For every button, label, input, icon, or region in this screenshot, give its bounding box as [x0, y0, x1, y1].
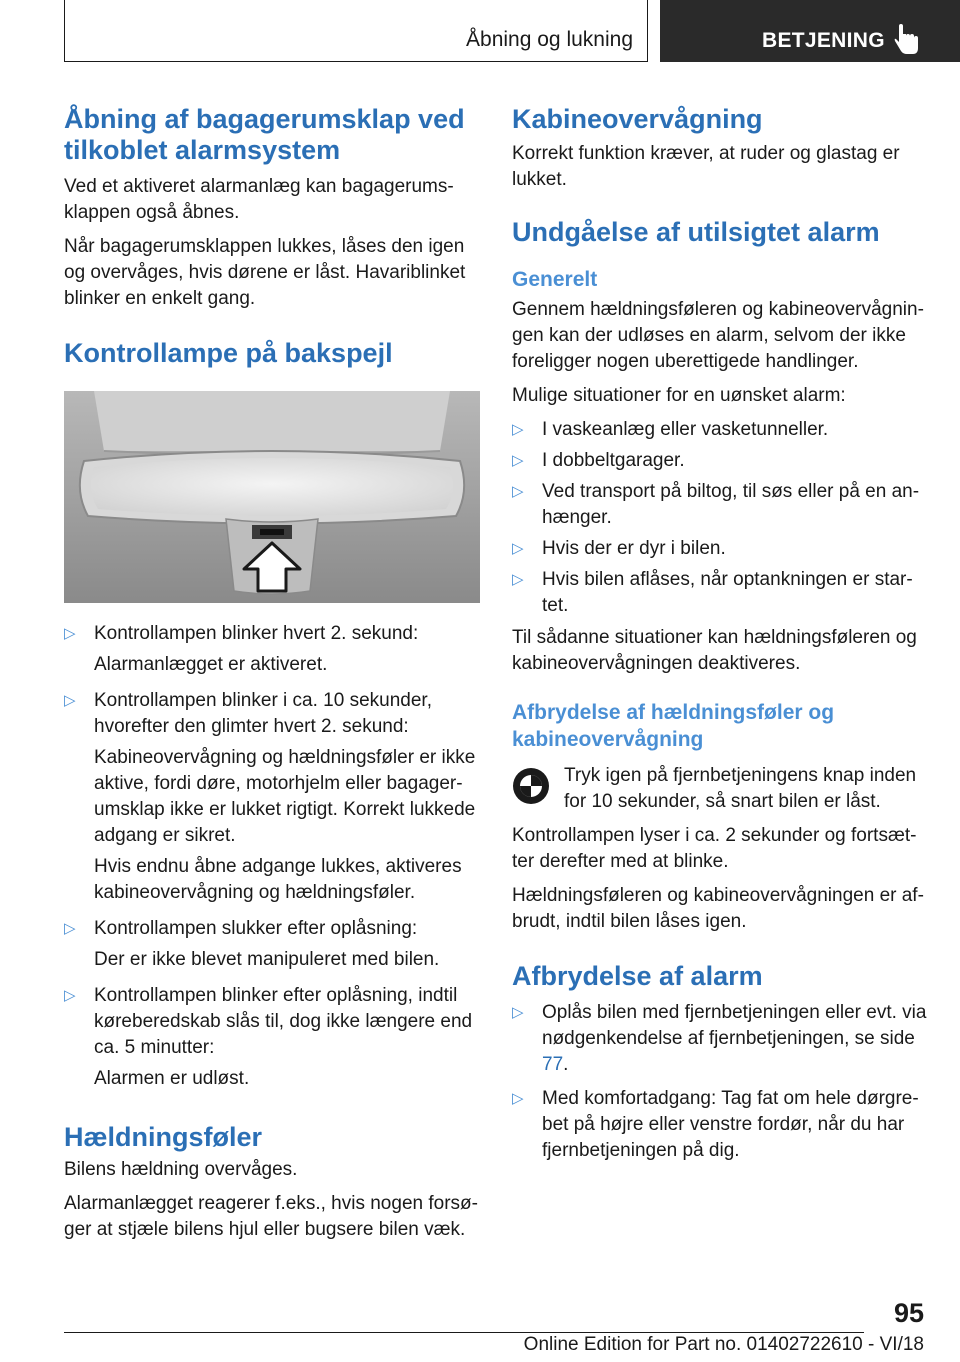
heading-stop-alarm: Afbrydelse af alarm [512, 961, 763, 991]
heading-general: Generelt [512, 268, 598, 291]
list-item-text: Oplås bilen med fjernbetjeningen eller evt. via nødgenkendelse af fjernbetjeningen, se side [542, 1002, 927, 1049]
paragraph: Gennem hældningsføleren og kabineovervågningen kan der udløses en alarm, selvom der ikke foreligger nogen uberettigede handlinger. [512, 299, 924, 372]
paragraph: Når bagagerumsklappen lukkes, låses den igen og overvåges, hvis dørene er låst. Havariblinket blinker en enkelt gang. [64, 236, 466, 309]
heading-disable-monitoring: Afbrydelse af hældningsføler og kabineovervågning [512, 701, 835, 751]
list-item-text: Kontrollampen slukker efter oplåsning: [94, 918, 418, 939]
rearview-mirror-figure [64, 391, 480, 603]
list-item [64, 916, 482, 973]
triangle-bullet-icon: ▷ [512, 1090, 524, 1107]
list-item-detail: Alarmen er udløst. [94, 1068, 250, 1089]
header-section-box [64, 0, 648, 62]
triangle-bullet-icon: ▷ [512, 571, 524, 588]
list-item [512, 1000, 932, 1078]
list-item-text: I vaskeanlæg eller vasketunneller. [542, 419, 829, 440]
list-item [512, 1086, 932, 1164]
header-section-title: Åbning og lukning [466, 28, 633, 51]
list-item [512, 536, 932, 562]
indicator-list [64, 621, 482, 1092]
page-number: 95 [893, 1298, 924, 1328]
stop-alarm-list [512, 1000, 932, 1164]
list-item-text: Kontrollampen blinker efter oplåsning, indtil køreberedskab slås til, dog ikke længere end ca. 5 minutter: [94, 985, 473, 1058]
list-item-text: Ved transport på biltog, til søs eller på en anhænger. [542, 481, 920, 528]
paragraph: Alarmanlægget reagerer f.eks., hvis nogen forsøger at stjæle bilens hjul eller bugsere bilen væk. [64, 1193, 478, 1240]
list-item-detail: Alarmanlægget er aktiveret. [94, 654, 328, 675]
list-item-text: Kontrollampen blinker hvert 2. sekund: [94, 623, 419, 644]
triangle-bullet-icon: ▷ [64, 625, 76, 642]
note-text: Tryk igen på fjernbetjeningens knap inden for 10 sekunder, så snart bilen er låst. [564, 765, 917, 812]
list-item [512, 448, 932, 474]
page-reference-link[interactable]: 77 [542, 1054, 564, 1075]
list-item [64, 983, 482, 1092]
heading-alarm-trunk: Åbning af bagagerumsklap ved tilkoblet alarmsystem [64, 104, 465, 165]
triangle-bullet-icon: ▷ [64, 920, 76, 937]
list-item-text: Med komfortadgang: Tag fat om hele dørgrebet på højre eller venstre fordør, når du har fjernbetjeningen på dig. [542, 1088, 919, 1161]
header-chapter-tab [660, 0, 960, 62]
triangle-bullet-icon: ▷ [64, 987, 76, 1004]
remote-key-note [512, 763, 932, 815]
list-item-detail: Hvis endnu åbne adgange lukkes, aktiveres kabineovervågning og hældningsføler. [94, 856, 462, 903]
header-chapter-title: BETJENING [762, 29, 885, 52]
triangle-bullet-icon: ▷ [512, 540, 524, 557]
list-item [512, 567, 932, 619]
hand-pointer-icon [894, 24, 920, 56]
triangle-bullet-icon: ▷ [512, 483, 524, 500]
bmw-key-icon [512, 767, 550, 805]
paragraph: Til sådanne situationer kan hældningsføleren og kabineovervågningen deaktiveres. [512, 627, 917, 674]
triangle-bullet-icon: ▷ [64, 692, 76, 709]
list-item [64, 621, 482, 678]
triangle-bullet-icon: ▷ [512, 452, 524, 469]
triangle-bullet-icon: ▷ [512, 421, 524, 438]
paragraph: Ved et aktiveret alarmanlæg kan bagagerumsklappen også åbnes. [64, 176, 454, 223]
list-item-detail: Kabineovervågning og hældningsføler er ikke aktive, fordi døre, motorhjelm eller bagagerumsklap ikke er lukket rigtigt. Korrekt lukkede adgang er sikret. [94, 747, 476, 846]
paragraph: Kontrollampen lyser i ca. 2 sekunder og fortsætter derefter med at blinke. [512, 825, 917, 872]
triangle-bullet-icon: ▷ [512, 1004, 524, 1021]
heading-cabin-monitoring: Kabineovervågning [512, 104, 763, 134]
paragraph: Hældningsføleren og kabineovervågningen er afbrudt, indtil bilen låses igen. [512, 885, 924, 932]
paragraph: Mulige situationer for en uønsket alarm: [512, 385, 846, 406]
right-column [512, 100, 932, 1164]
list-item-text: Hvis bilen aflåses, når optankningen er startet. [542, 569, 913, 616]
list-item [512, 417, 932, 443]
footer-divider [64, 1332, 864, 1333]
unwanted-alarm-list [512, 417, 932, 619]
heading-tilt-sensor: Hældningsføler [64, 1122, 263, 1152]
paragraph: Korrekt funktion kræver, at ruder og glastag er lukket. [512, 143, 900, 190]
left-column [64, 100, 482, 1243]
heading-indicator-lamp: Kontrollampe på bakspejl [64, 338, 393, 368]
list-item [64, 688, 482, 906]
list-item-detail: Der er ikke blevet manipuleret med bilen. [94, 949, 440, 970]
list-item-punct: . [563, 1054, 569, 1075]
footer-edition: Online Edition for Part no. 01402722610 - VI/18 [523, 1334, 924, 1355]
list-item [512, 479, 932, 531]
list-item-text: I dobbeltgarager. [542, 450, 685, 471]
list-item-text: Hvis der er dyr i bilen. [542, 538, 726, 559]
list-item-text: Kontrollampen blinker i ca. 10 sekunder, hvorefter den glimter hvert 2. sekund: [94, 690, 432, 737]
paragraph: Bilens hældning overvåges. [64, 1159, 298, 1180]
heading-avoid-alarm: Undgåelse af utilsigtet alarm [512, 217, 880, 247]
